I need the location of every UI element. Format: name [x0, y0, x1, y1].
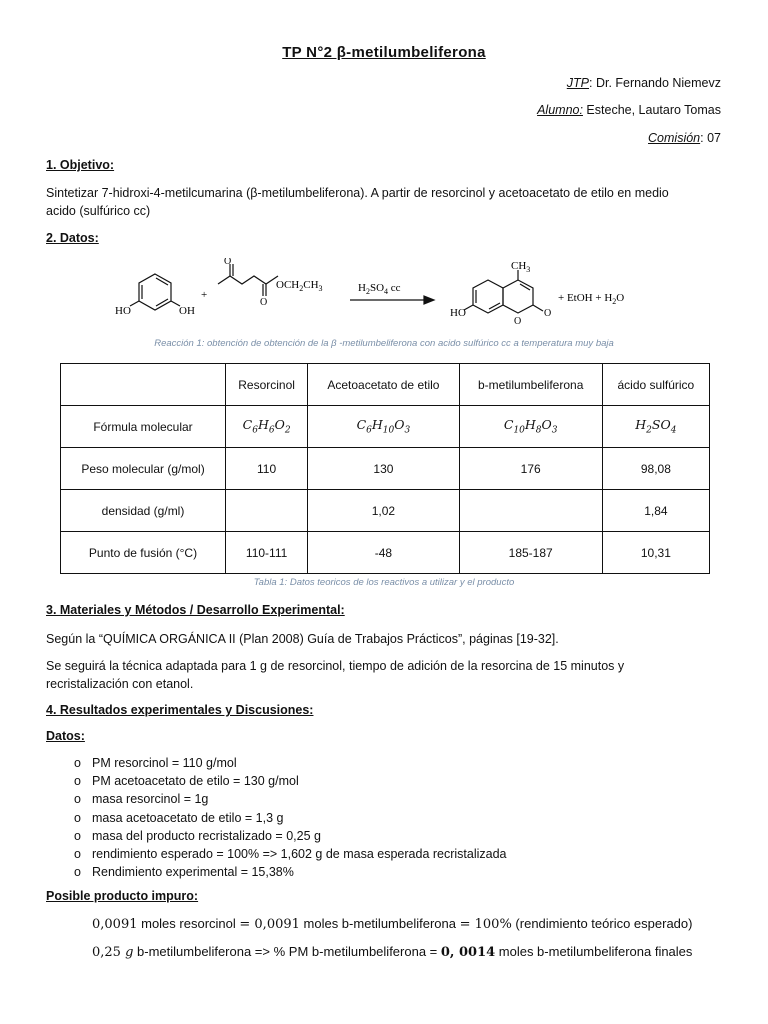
- reactant-oh-label: OH: [179, 305, 195, 317]
- table-header-cell: ácido sulfúrico: [602, 364, 709, 406]
- ester-o-label: O: [260, 297, 268, 308]
- jtp-key: JTP: [566, 76, 589, 90]
- jtp-line: [567, 76, 721, 90]
- comision-value: : 07: [700, 131, 721, 145]
- table-header-row: [61, 364, 710, 406]
- equation-line-1: 0,0091 moles resorcinol = 0,0091 moles b-metilumbeliferona = 100% (rendimiento teórico esperado): [92, 916, 693, 932]
- subheading-datos: Datos:: [46, 729, 85, 743]
- reactants-table: [60, 363, 710, 574]
- row-label: densidad (g/ml): [61, 490, 226, 532]
- document-title: TP N°2 β-metilumbeliferona: [282, 44, 486, 61]
- product-ho-label: HO: [450, 307, 466, 319]
- materiales-paragraph-1: Según la “QUÍMICA ORGÁNICA II (Plan 2008) Guía de Trabajos Prácticos”, páginas [19-32].: [46, 632, 559, 646]
- alumno-key: Alumno:: [537, 103, 583, 117]
- table-header-cell: [61, 364, 226, 406]
- materiales-paragraph-2-line-1: Se seguirá la técnica adaptada para 1 g de resorcinol, tiempo de adición de la resorcina de 15 minutos y: [46, 659, 625, 673]
- table-cell: 110: [226, 448, 308, 490]
- objetivo-text: [46, 184, 726, 220]
- list-item: o Rendimiento experimental = 15,38%: [74, 863, 507, 881]
- table-cell: 1,02: [308, 490, 459, 532]
- table-row: [61, 532, 710, 574]
- table-header-cell: Resorcinol: [226, 364, 308, 406]
- bullet-icon: o: [74, 756, 81, 770]
- materiales-paragraph-2: [46, 657, 726, 693]
- list-item: o PM acetoacetato de etilo = 130 g/mol: [74, 772, 507, 790]
- bullet-icon: o: [74, 810, 81, 825]
- list-item: o PM resorcinol = 110 g/mol: [74, 754, 507, 772]
- list-item: o masa del producto recristalizado = 0,25 g: [74, 827, 507, 845]
- section-heading-resultados: 4. Resultados experimentales y Discusiones:: [46, 703, 314, 717]
- equation-line-2: 0,25 g b-metilumbeliferona => % PM b-metilumbeliferona = 0, 0014 moles b-metilumbeliferona finales: [92, 944, 693, 960]
- list-item: o masa acetoacetato de etilo = 1,3 g: [74, 809, 507, 827]
- table-row: [61, 448, 710, 490]
- table-cell: 98,08: [602, 448, 709, 490]
- table-cell: 130: [308, 448, 459, 490]
- table-caption: Tabla 1: Datos teoricos de los reactivos a utilizar y el producto: [253, 577, 515, 588]
- table-cell: 1,84: [602, 490, 709, 532]
- row-label: Punto de fusión (°C): [61, 532, 226, 574]
- list-item: o rendimiento esperado = 100% => 1,602 g de masa esperada recristalizada: [74, 845, 507, 863]
- section-heading-materiales: 3. Materiales y Métodos / Desarrollo Experimental:: [46, 603, 345, 617]
- alumno-line: [537, 103, 721, 117]
- bullet-icon: o: [74, 828, 81, 843]
- comision-key: Comisión: [648, 131, 701, 145]
- table-header-cell: Acetoacetato de etilo: [308, 364, 459, 406]
- reagent-label: $H_2SO_4$ cc: [358, 282, 401, 296]
- table-header-cell: b-metilumbeliferona: [459, 364, 602, 406]
- umbelliferone-ring-b: [503, 280, 533, 313]
- reaction-scheme: [100, 258, 680, 336]
- ethoxy-label: $OCH_2CH_3$: [276, 279, 323, 293]
- materiales-paragraph-2-line-2: recristalización con etanol.: [46, 677, 194, 691]
- row-label: Fórmula molecular: [61, 406, 226, 448]
- table-cell: 176: [459, 448, 602, 490]
- table-cell: [226, 490, 308, 532]
- formula-cell-metilumbeliferona: $C_{10}H_8O_3$: [459, 406, 602, 448]
- formula-cell-resorcinol: $C_6H_6O_2$: [226, 406, 308, 448]
- section-heading-objetivo: 1. Objetivo:: [46, 158, 115, 172]
- resorcinol-ring: [139, 274, 171, 310]
- table-cell: 110-111: [226, 532, 308, 574]
- acetoacetate-chain: [218, 276, 278, 284]
- bullet-icon: o: [74, 792, 81, 807]
- table-row: [61, 490, 710, 532]
- ketone-o-label: O: [224, 258, 232, 267]
- reaction-caption: Reacción 1: obtención de obtención de la β -metilumbeliferona con acido sulfúrico cc a temperatura muy baja: [154, 338, 614, 349]
- bullet-icon: o: [74, 865, 81, 880]
- section-heading-datos: 2. Datos:: [46, 231, 99, 245]
- table-row: [61, 406, 710, 448]
- row-label: Peso molecular (g/mol): [61, 448, 226, 490]
- table-cell: 10,31: [602, 532, 709, 574]
- jtp-value: : Dr. Fernando Niemevz: [589, 76, 721, 90]
- ring-o-label: O: [514, 316, 522, 327]
- byproducts-label: + EtOH + $H_2O$: [558, 292, 625, 306]
- results-list: [74, 754, 507, 881]
- alumno-value: Esteche, Lautaro Tomas: [582, 103, 721, 117]
- umbelliferone-ring-a: [473, 280, 503, 313]
- methyl-label: $CH_3$: [511, 260, 531, 274]
- formula-cell-acetoacetato: $C_6H_{10}O_3$: [308, 406, 459, 448]
- plus-sign-1: +: [201, 289, 208, 301]
- table-cell: -48: [308, 532, 459, 574]
- bullet-icon: o: [74, 847, 81, 862]
- bullet-icon: o: [74, 774, 81, 789]
- table-cell: 185-187: [459, 532, 602, 574]
- list-item: o masa resorcinol = 1g: [74, 790, 507, 808]
- reactant-ho-label: HO: [115, 305, 131, 317]
- formula-cell-sulfurico: $H_2SO_4$: [602, 406, 709, 448]
- comision-line: [648, 131, 721, 145]
- table-cell: [459, 490, 602, 532]
- objetivo-text-line-1: Sintetizar 7-hidroxi-4-metilcumarina (β-metilumbeliferona). A partir de resorcinol y acetoacetato de etilo en medio: [46, 186, 669, 200]
- subheading-producto-impuro: Posible producto impuro:: [46, 889, 199, 903]
- objetivo-text-line-2: acido (sulfúrico cc): [46, 204, 151, 218]
- carbonyl-o-label: O: [544, 308, 552, 319]
